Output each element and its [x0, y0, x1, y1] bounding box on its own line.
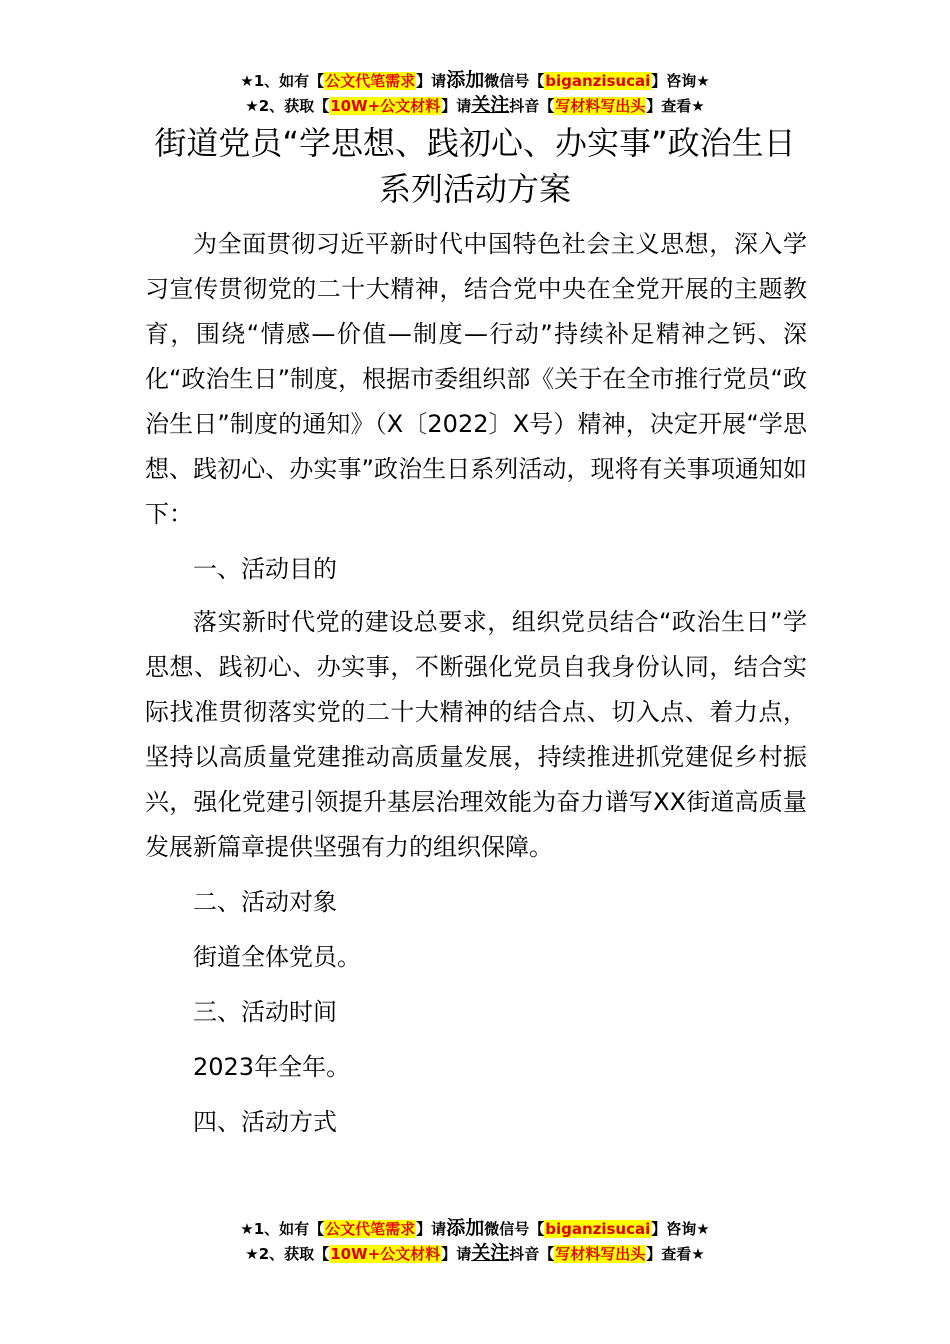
promo-emphasis: 关注 [471, 1242, 510, 1264]
promo-text: 】请 [441, 1245, 472, 1263]
promo-line-1 [0, 68, 950, 93]
intro-paragraph: 为全面贯彻习近平新时代中国特色社会主义思想，深入学习宣传贯彻党的二十大精神，结合党中央在全党开展的主题教育，围绕“情感—价值—制度—行动”持续补足精神之钙、深化“政治生日”制度，根据市委组织部《关于在全市推行党员“政治生日”制度的通知》（X〔2022〕X号）精神，决定开展“学思想、践初心、办实事”政治生日系列活动，现将有关事项通知如下： [145, 230, 807, 528]
promo-text: ★1、如有【 [240, 1220, 325, 1238]
section-heading-purpose: 一、活动目的 [193, 555, 337, 583]
document-title: 街道党员“学思想、践初心、办实事”政治生日系列活动方案 [154, 124, 796, 208]
promo-emphasis: 关注 [471, 94, 510, 116]
promo-highlight: 10W+公文材料 [330, 1245, 441, 1263]
section-heading-audience: 二、活动对象 [193, 888, 337, 916]
promo-douyin-id: 写材料写出头 [555, 1245, 646, 1263]
section-text-purpose: 落实新时代党的建设总要求，组织党员结合“政治生日”学思想、践初心、办实事，不断强化党员自我身份认同，结合实际找准贯彻落实党的二十大精神的结合点、切入点、着力点，坚持以高质量党建推动高质量发展，持续推进抓党建促乡村振兴，强化党建引领提升基层治理效能为奋力谱写XX街道高质量发展新篇章提供坚强有力的组织保障。 [145, 608, 807, 861]
promo-highlight: 公文代笔需求 [325, 72, 416, 90]
promo-text: 微信号【 [484, 72, 545, 90]
promo-text: 】请 [416, 72, 447, 90]
promo-text: 】咨询★ [651, 1220, 710, 1238]
section-text-time: 2023年全年。 [193, 1053, 351, 1081]
promo-text: 】请 [416, 1220, 447, 1238]
section-heading-time: 三、活动时间 [193, 998, 337, 1026]
promo-text: 】请 [441, 97, 472, 115]
promo-emphasis: 添加 [446, 69, 485, 91]
promo-text: 】查看★ [646, 1245, 705, 1263]
promo-text: ★2、获取【 [245, 97, 330, 115]
top-promo-banner [0, 68, 950, 118]
promo-text: 抖音【 [509, 97, 555, 115]
promo-text: ★2、获取【 [245, 1245, 330, 1263]
promo-highlight: 公文代笔需求 [325, 1220, 416, 1238]
promo-wechat-id: biganzisucai [545, 1220, 651, 1238]
promo-line-2 [0, 93, 950, 118]
promo-douyin-id: 写材料写出头 [555, 97, 646, 115]
promo-line-2 [0, 1241, 950, 1266]
promo-text: ★1、如有【 [240, 72, 325, 90]
section-heading-method: 四、活动方式 [193, 1108, 337, 1136]
document-body [145, 222, 807, 1153]
section-text-audience: 街道全体党员。 [193, 943, 361, 971]
promo-emphasis: 添加 [446, 1217, 485, 1239]
promo-text: 】咨询★ [651, 72, 710, 90]
promo-line-1 [0, 1216, 950, 1241]
promo-text: 抖音【 [509, 1245, 555, 1263]
promo-highlight: 10W+公文材料 [330, 97, 441, 115]
promo-wechat-id: biganzisucai [545, 72, 651, 90]
promo-text: 】查看★ [646, 97, 705, 115]
promo-text: 微信号【 [484, 1220, 545, 1238]
bottom-promo-banner [0, 1216, 950, 1266]
